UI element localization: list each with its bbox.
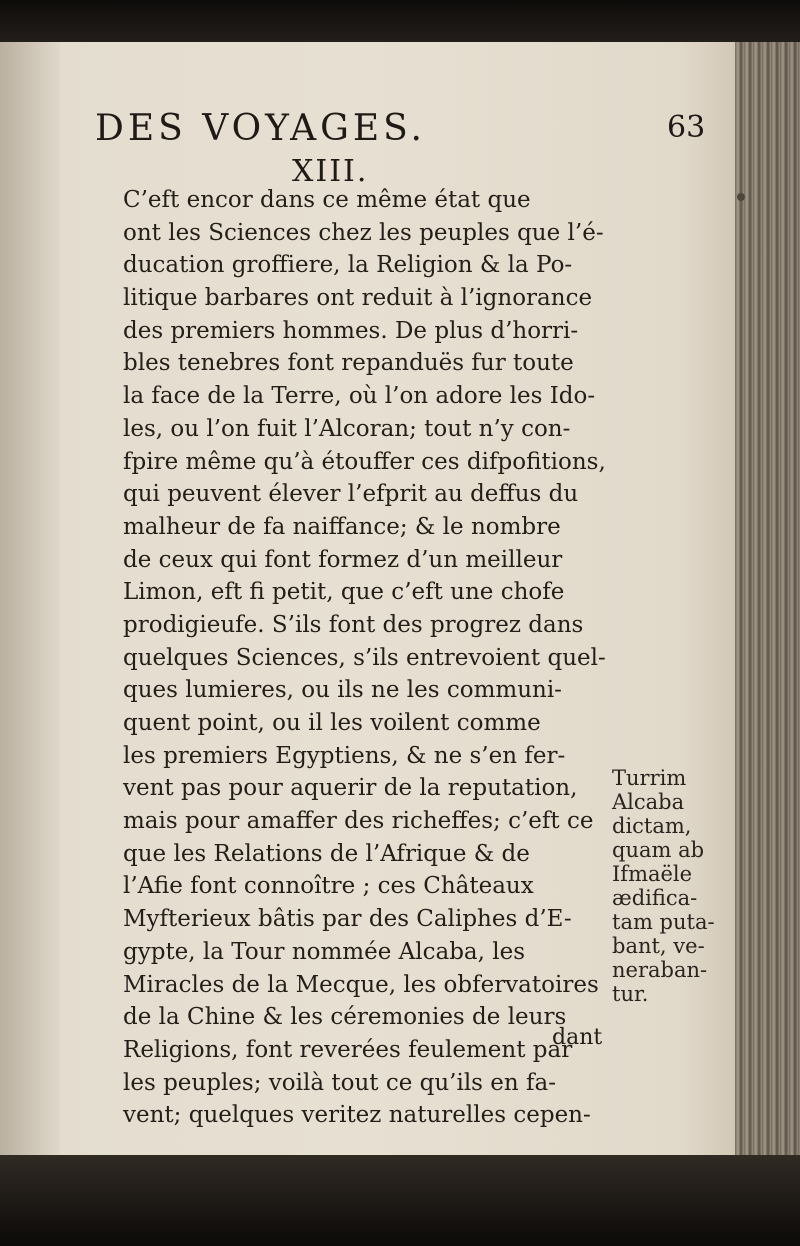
margin-note-line: ædifica-	[612, 886, 698, 910]
page-header	[95, 108, 735, 148]
text-line: quent point, ou il les voilent comme	[123, 710, 541, 736]
text-line: malheur de fa naiffance; & le nombre	[123, 513, 561, 540]
text-line: mais pour amaffer des richeffes; c’eft ce	[123, 808, 594, 835]
margin-note-line: Ifmaële	[612, 862, 693, 886]
page-edge-right	[735, 42, 800, 1172]
text-line: Religions, font reverées feulement par	[123, 1036, 573, 1063]
margin-note	[612, 766, 737, 1006]
margin-note-line: quam ab	[612, 838, 705, 862]
bottom-shadow	[0, 1155, 800, 1246]
text-line: qui peuvent élever l’efprit au deffus du	[123, 481, 579, 508]
text-line: de ceux qui font formez d’un meilleur	[123, 546, 563, 573]
margin-note-line: tam puta-	[612, 910, 715, 934]
text-line: les, ou l’on fuit l’Alcoran; tout n’y con-	[123, 415, 571, 442]
margin-note-line: Alcaba	[612, 790, 685, 814]
text-line: bles tenebres font repanduës fur toute	[123, 350, 574, 377]
text-line: les peuples; voilà tout ce qu’ils en fa-	[123, 1069, 557, 1096]
margin-note-line: tur.	[612, 982, 649, 1006]
text-line: quelques Sciences, s’ils entrevoient quel-	[123, 644, 606, 671]
text-line: de la Chine & les céremonies de leurs	[123, 1004, 567, 1031]
text-line: des premiers hommes. De plus d’horri-	[123, 317, 579, 344]
text-line: fpire même qu’à étouffer ces difpofitions,	[123, 448, 606, 475]
text-line: Myfterieux bâtis par des Caliphes d’E-	[123, 906, 572, 933]
body-text	[123, 184, 606, 1132]
text-line: ont les Sciences chez les peuples que l’é-	[123, 219, 604, 246]
text-line: que les Relations de l’Afrique & de	[123, 840, 530, 867]
text-line: vent pas pour aquerir de la reputation,	[123, 775, 578, 802]
text-line: C’eft encor dans ce même état que	[123, 187, 531, 213]
margin-note-line: bant, ve-	[612, 934, 705, 958]
catchword: dant	[552, 1025, 603, 1050]
text-line: ducation groffiere, la Religion & la Po-	[123, 252, 573, 279]
text-line: Miracles de la Mecque, les obfervatoires	[123, 971, 599, 998]
text-line: Limon, eft fi petit, que c’eft une chofe	[123, 579, 565, 606]
text-line: gypte, la Tour nommée Alcaba, les	[123, 938, 526, 965]
text-line: vent; quelques veritez naturelles cepen-	[123, 1102, 591, 1129]
running-title: DES VOYAGES.	[95, 108, 426, 149]
margin-note-line: Turrim	[612, 766, 687, 790]
paper-spot	[737, 193, 745, 201]
margin-note-line: neraban-	[612, 958, 708, 982]
text-line: les premiers Egyptiens, & ne s’en fer-	[123, 742, 566, 769]
chapter-number: XIII.	[292, 154, 369, 189]
page-number: 63	[667, 110, 706, 145]
margin-note-line: dictam,	[612, 814, 692, 838]
text-line: prodigieufe. S’ils font des progrez dans	[123, 611, 584, 638]
text-line: la face de la Terre, où l’on adore les Ido-	[123, 383, 596, 410]
text-line: ques lumieres, ou ils ne les communi-	[123, 677, 562, 704]
text-line: l’Afie font connoître ; ces Châteaux	[123, 873, 534, 900]
text-line: litique barbares ont reduit à l’ignorance	[123, 285, 593, 312]
page-gutter	[0, 42, 60, 1172]
